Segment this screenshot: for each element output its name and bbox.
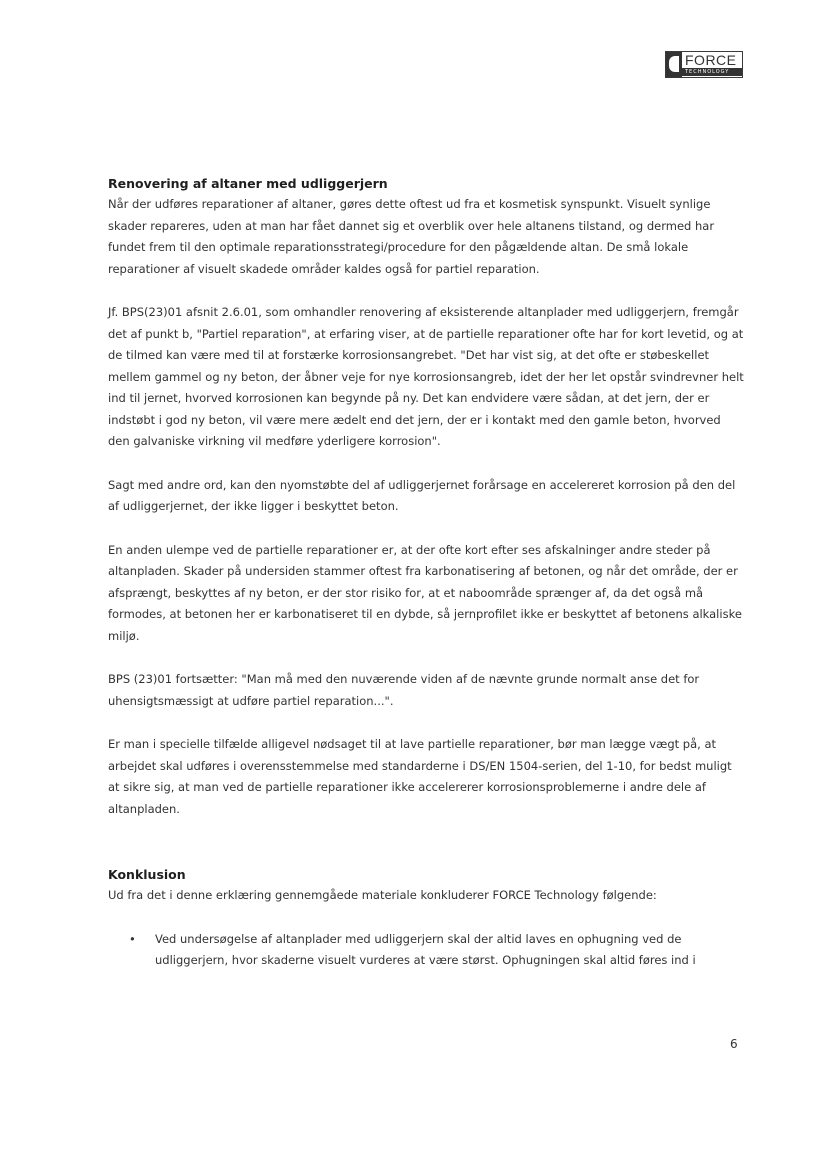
document-body xyxy=(108,173,744,972)
section-heading-renovering: Renovering af altaner med udliggerjern xyxy=(108,176,388,191)
paragraph: En anden ulempe ved de partielle reparationer er, at der ofte kort efter ses afskalninger andre steder på altanpladen. Skader på undersiden stammer oftest fra karbonatisering af betonen, og når det område, der er afsprængt, beskyttes af ny beton, er der stor risiko for, at et naboområde sprænger af, da det også må formodes, at betonen her er karbonatiseret til en dybde, så jernprofilet ikke er beskyttet af betonens alkaliske miljø. xyxy=(108,542,742,643)
logo-word: FORCE xyxy=(685,52,737,68)
force-technology-logo xyxy=(665,51,743,78)
paragraph: Jf. BPS(23)01 afsnit 2.6.01, som omhandler renovering af eksisterende altanplader med udliggerjern, fremgår det af punkt b, "Partiel reparation", at erfaring viser, at de partielle reparationer ofte har for kort levetid, og at de tilmed kan være med til at forstærke korrosionsangrebet. "Det har vist sig, at det ofte er støbeskellet mellem gammel og ny beton, der åbner veje for nye korrosionsangreb, idet der her let opstår svindrevner helt ind til jernet, hvorved korrosionen kan begynde på ny. Det kan endvidere være sådan, at det jern, der er indstøbt i god ny beton, vil være mere ædelt end det jern, der er i kontakt med den gamle beton, hvorved den galvaniske virkning vil medføre yderligere korrosion". xyxy=(108,305,744,448)
paragraph: Når der udføres reparationer af altaner, gøres dette oftest ud fra et kosmetisk synspunkt. Visuelt synlige skader repareres, uden at man har fået dannet sig et overblik over hele altanens tilstand, og dermed har fundet frem til den optimale reparationsstrategi/procedure for den pågældende altan. De små lokale reparationer af visuelt skadede områder kaldes også for partiel reparation. xyxy=(108,197,715,276)
logo-mark-icon xyxy=(666,52,682,77)
paragraph: BPS (23)01 fortsætter: "Man må med den nuværende viden af de nævnte grunde normalt anse det for uhensigtsmæssigt at udføre partiel reparation...". xyxy=(108,672,700,708)
list-item: • Ved undersøgelse af altanplader med udliggerjern skal der altid laves en ophugning ved de udliggerjern, hvor skaderne visuelt vurderes at være størst. Ophugningen skal altid føres ind i xyxy=(108,929,744,972)
section-heading-konklusion: Konklusion xyxy=(108,867,186,882)
paragraph: Sagt med andre ord, kan den nyomstøbte del af udliggerjernet forårsage en accelereret korrosion på den del af udliggerjernet, der ikke ligger i beskyttet beton. xyxy=(108,477,736,513)
page-number: 6 xyxy=(730,1037,738,1051)
conclusion-intro: Ud fra det i denne erklæring gennemgåede materiale konkluderer FORCE Technology følgende: xyxy=(108,888,657,902)
conclusion-list xyxy=(108,929,744,972)
paragraph: Er man i specielle tilfælde alligevel nødsaget til at lave partielle reparationer, bør man lægge vægt på, at arbejdet skal udføres i overensstemmelse med standarderne i DS/EN 1504-serien, del 1-10, for bedst muligt at sikre sig, at man ved de partielle reparationer ikke accelererer korrosionsproblemerne i andre dele af altanpladen. xyxy=(108,737,732,816)
logo-subtitle: TECHNOLOGY xyxy=(682,68,742,76)
